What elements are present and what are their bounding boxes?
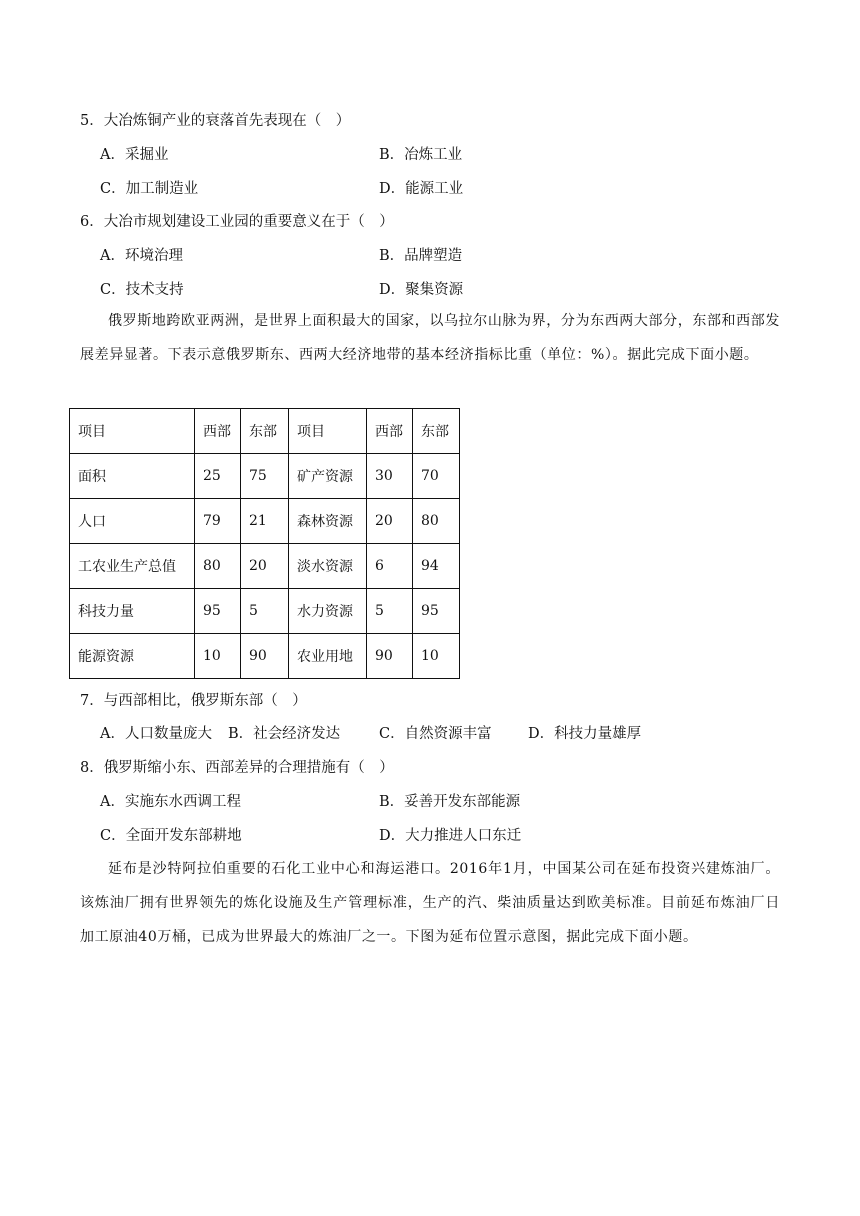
question-8-option-a[interactable]: A．实施东水西调工程 [100,794,241,810]
table-header-row [70,409,460,454]
table-cell: 30 [367,454,413,499]
question-5-option-a[interactable]: A．采掘业 [100,147,169,163]
table-cell: 科技力量 [70,589,195,634]
question-6-option-c[interactable]: C．技术支持 [100,282,184,298]
table-cell: 90 [241,634,289,679]
table-row [70,499,460,544]
question-7-option-d[interactable]: D．科技力量雄厚 [528,726,642,742]
table-cell: 工农业生产总值 [70,544,195,589]
table-cell: 75 [241,454,289,499]
table-header-cell: 西部 [367,409,413,454]
table-cell: 20 [367,499,413,544]
table-row [70,634,460,679]
table-cell: 10 [195,634,241,679]
table-cell: 人口 [70,499,195,544]
table-cell: 70 [413,454,460,499]
question-7-stem: 7．与西部相比，俄罗斯东部（ ） [80,693,307,709]
table-row [70,454,460,499]
question-6-option-a[interactable]: A．环境治理 [100,248,183,264]
table-cell: 面积 [70,454,195,499]
table-cell: 95 [195,589,241,634]
table-cell: 水力资源 [289,589,367,634]
question-8-option-c[interactable]: C．全面开发东部耕地 [100,828,242,844]
table-cell: 25 [195,454,241,499]
table-cell: 10 [413,634,460,679]
question-5-option-d[interactable]: D．能源工业 [379,181,464,197]
table-cell: 5 [241,589,289,634]
table-row [70,544,460,589]
question-8-option-b[interactable]: B．妥善开发东部能源 [379,794,521,810]
table-cell: 80 [195,544,241,589]
table-cell: 95 [413,589,460,634]
table-cell: 21 [241,499,289,544]
question-5-option-b[interactable]: B．冶炼工业 [379,147,463,163]
question-8-option-d[interactable]: D．大力推进人口东迁 [379,828,522,844]
table-header-cell: 西部 [195,409,241,454]
passage-russia: 俄罗斯地跨欧亚两洲，是世界上面积最大的国家，以乌拉尔山脉为界，分为东西两大部分，东部和西部发展差异显著。下表示意俄罗斯东、西两大经济地带的基本经济指标比重（单位：%）。据此完成下面小题。 [80,313,780,363]
question-6-stem: 6．大冶市规划建设工业园的重要意义在于（ ） [80,214,394,230]
question-6-option-b[interactable]: B．品牌塑造 [379,248,463,264]
question-7-option-c[interactable]: C．自然资源丰富 [379,726,492,742]
table-cell: 矿产资源 [289,454,367,499]
table-cell: 90 [367,634,413,679]
table-cell: 94 [413,544,460,589]
table-header-cell: 东部 [241,409,289,454]
table-cell: 80 [413,499,460,544]
table-cell: 5 [367,589,413,634]
question-5-stem: 5．大冶炼铜产业的衰落首先表现在（ ） [80,113,351,129]
question-7-option-a[interactable]: A．人口数量庞大 [100,726,212,742]
economic-indicator-table [69,408,460,679]
table-cell: 森林资源 [289,499,367,544]
table-cell: 农业用地 [289,634,367,679]
table-cell: 能源资源 [70,634,195,679]
table-row [70,589,460,634]
table-header-cell: 项目 [289,409,367,454]
table-cell: 20 [241,544,289,589]
table-cell: 淡水资源 [289,544,367,589]
table-header-cell: 项目 [70,409,195,454]
table-cell: 79 [195,499,241,544]
question-5-option-c[interactable]: C．加工制造业 [100,181,199,197]
table-header-cell: 东部 [413,409,460,454]
question-7-option-b[interactable]: B．社会经济发达 [228,726,341,742]
table-cell: 6 [367,544,413,589]
question-6-option-d[interactable]: D．聚集资源 [379,282,464,298]
question-8-stem: 8．俄罗斯缩小东、西部差异的合理措施有（ ） [80,760,394,776]
passage-yanbu: 延布是沙特阿拉伯重要的石化工业中心和海运港口。2016年1月，中国某公司在延布投资兴建炼油厂。该炼油厂拥有世界领先的炼化设施及生产管理标准，生产的汽、柴油质量达到欧美标准。目前延布炼油厂日加工原油40万桶，已成为世界最大的炼油厂之一。下图为延布位置示意图，据此完成下面小题。 [80,861,780,945]
